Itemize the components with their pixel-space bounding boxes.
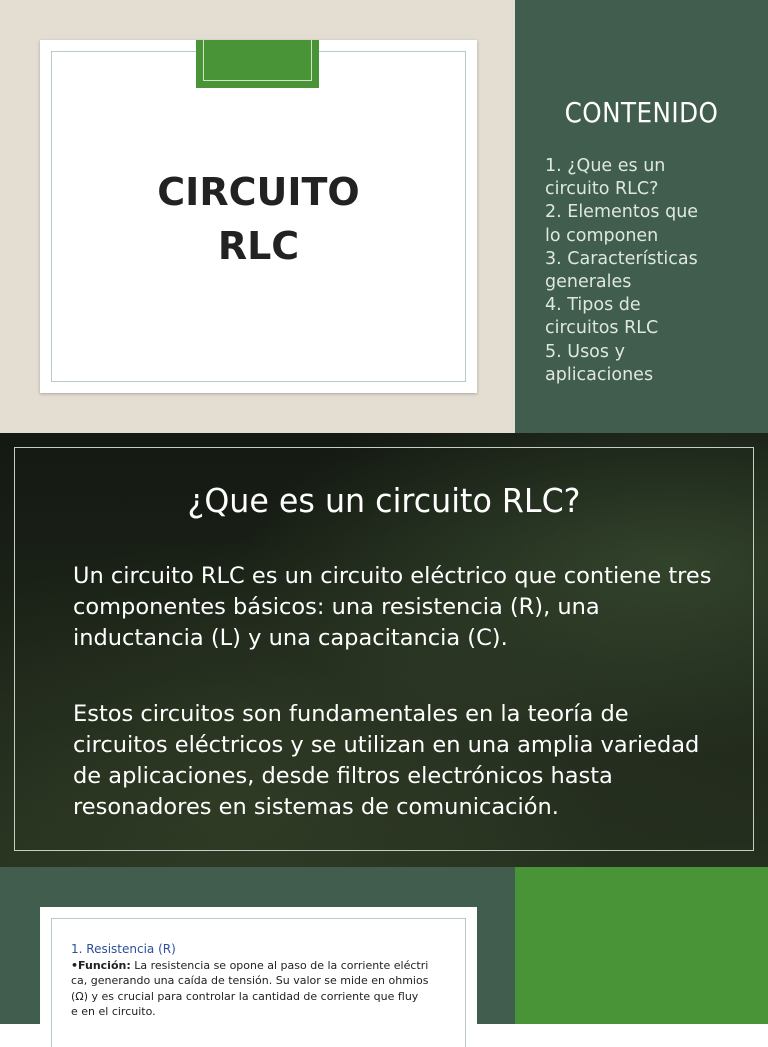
contents-item: 2. Elementos que lo componen	[545, 202, 699, 246]
contents-item: 1. ¿Que es un circuito RLC?	[545, 156, 666, 200]
resistance-card	[40, 907, 477, 1047]
slide-body	[73, 561, 713, 868]
paragraph-definition: Un circuito RLC es un circuito eléctrico que contiene tres componentes básicos: una resistencia (R), una inductancia (L) y una capacitancia (C).	[73, 563, 712, 651]
resistance-description	[71, 958, 443, 1019]
resistance-panel-green	[515, 867, 768, 1024]
slide-what-is-rlc[interactable]	[0, 433, 768, 867]
title-card	[40, 40, 477, 393]
resistance-heading: 1. Resistencia (R)	[71, 942, 176, 956]
slide-heading: ¿Que es un circuito RLC?	[187, 481, 581, 520]
slide-title[interactable]	[0, 0, 768, 433]
contents-item: 4. Tipos de circuitos RLC	[545, 295, 659, 339]
function-label: •Función:	[71, 959, 131, 972]
contents-panel	[515, 0, 768, 433]
paragraph-applications: Estos circuitos son fundamentales en la teoría de circuitos eléctricos y se utilizan en una amplia variedad de aplicaciones, desde filtros electrónicos hasta resonadores en sistemas de comunicación.	[73, 701, 700, 820]
green-tab-decoration	[196, 40, 319, 88]
slide-title-text	[40, 165, 477, 273]
title-line-1: CIRCUITO	[157, 170, 360, 214]
contents-heading: CONTENIDO	[564, 96, 719, 129]
title-line-2: RLC	[217, 224, 300, 268]
function-text: La resistencia se opone al paso de la corriente eléctri ca, generando una caída de tensión. Su valor se mide en ohmios (Ω) y es crucial para controlar la cantidad de corriente que fluy e en el circuito.	[71, 959, 429, 1018]
slide-resistance[interactable]	[0, 867, 768, 1024]
green-tab-border	[203, 40, 312, 81]
contents-item: 3. Características generales	[545, 248, 698, 293]
contents-list	[545, 155, 760, 387]
contents-item: 5. Usos y aplicaciones	[545, 341, 654, 385]
title-panel	[0, 0, 515, 433]
